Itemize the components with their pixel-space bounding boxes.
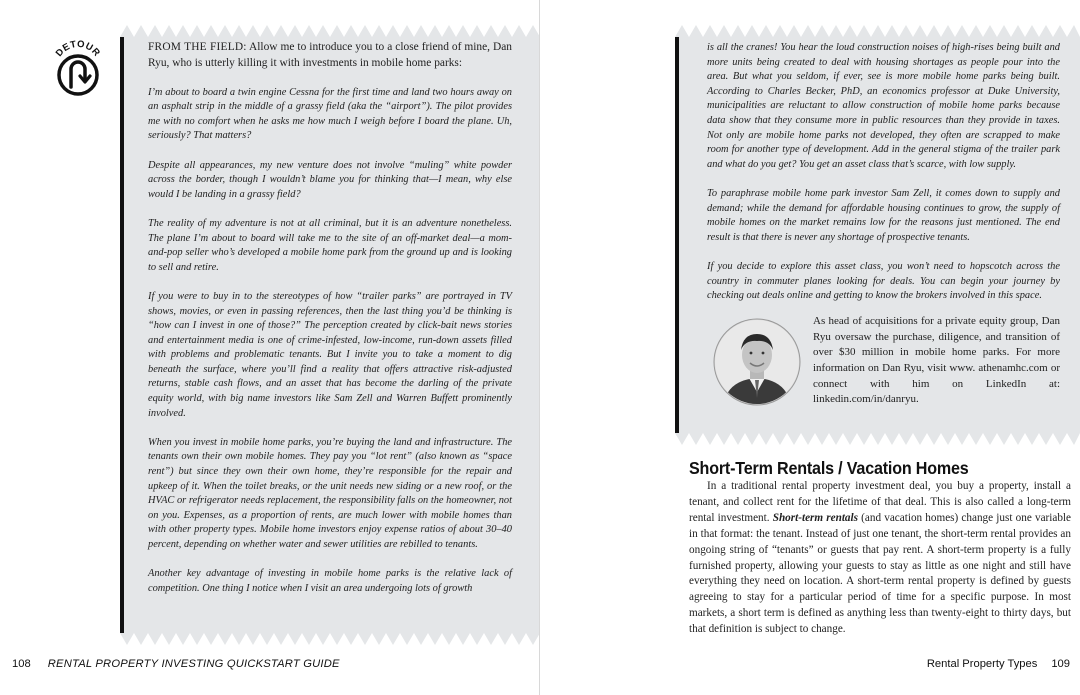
page-number: 109	[1051, 658, 1070, 670]
author-bio	[707, 314, 1060, 408]
right-page	[540, 0, 1080, 695]
section-heading: Short-Term Rentals / Vacation Homes	[689, 458, 969, 478]
detour-badge	[50, 38, 106, 98]
sidebar-top-zigzag	[120, 25, 540, 37]
sidebar-paragraph: If you decide to explore this asset class, you won’t need to hopscotch across the country in commuter planes looking for deals. You can begin your journey by checking out deals online and getting to know the brokers involved in this space.	[707, 260, 1060, 302]
sidebar-paragraph: is all the cranes! You hear the loud construction noises of high-rises being built and more units being created to deal with housing shortages as people pour into the area. But what you seldom, if ever, see is more mobile home parks being built. According to Charles Becker, PhD, an economics professor at Duke University, municipalities are reluctant to allow construction of mobile home parks because data show that they consume more in public resources than they provide in taxes. Not only are mobile home parks not developed, they often are scrapped to make room for another type of development. Add in the general stigma of the trailer park and what do you get? You get an asset class that’s scarce, with low supply.	[707, 42, 1060, 170]
sidebar-top-zigzag	[675, 25, 1080, 37]
author-bio-text: As head of acquisitions for a private equity group, Dan Ryu oversaw the purchase, diligence, and transition of over $30 million in mobile home parks. For more information on Dan Ryu, visit www. athenamhc.com or connect with him on LinkedIn at: linkedin.com/in/danryu.	[813, 315, 1060, 406]
body-text-part: In a traditional rental property investment deal, you buy a property, install a tenant, and collect rent for the lifetime of that deal. This is also called a long-term rental investment.	[689, 480, 1071, 524]
sidebar-bottom-zigzag	[675, 433, 1080, 445]
sidebar-continued	[675, 37, 1080, 433]
from-the-field-sidebar	[120, 37, 540, 633]
sidebar-paragraph: The reality of my adventure is not at all criminal, but it is an adventure nonetheless. The plane I’m about to board will take me to the site of an off-market deal—a mom-and-pop seller who’s developed a mobile home park from the ground up and is looking to sell and retire.	[148, 217, 512, 273]
detour-arrow-icon	[71, 62, 90, 87]
body-emphasis: Short-term rentals	[772, 511, 858, 524]
sidebar-paragraph: I’m about to board a twin engine Cessna for the first time and land two hours away on an asphalt strip in the middle of a grassy field (aka the “airport”). The pilot provides me with no comfort when he asks me how much I weigh before I board the plane. Uh, seriously? That matters?	[148, 86, 512, 142]
sidebar-paragraph: When you invest in mobile home parks, you’re buying the land and infrastructure. The tenants own their own mobile homes. They pay you “lot rent” (also known as “space rent”) but since they own their own home, they’re responsible for the repair and upkeep of it. When the toilet breaks, or the unit needs new siding or a new roof, or the HVAC or refrigerator needs replacement, the responsibility falls on the homeowner, not on you. Expenses, as a proportion of rents, are much lower with mobile homes than with other property types. Mobile home investors enjoy expense ratios of about 30–40 percent, depending on whether water and sewer utilities are rebilled to tenants.	[148, 436, 512, 550]
running-title: RENTAL PROPERTY INVESTING QUICKSTART GUIDE	[47, 658, 340, 670]
detour-label: DETOUR	[53, 38, 103, 59]
sidebar-paragraph: If you were to buy in to the stereotypes of how “trailer parks” are portrayed in TV shows, movies, or even in passing references, then the last thing you’d be thinking is “how can I invest in one of those?” The perception created by click-bait news stories and entertainment media is one of crime-infested, low-income, run-down assets filled with problems and problematic tenants. But I invite you to take a moment to dig beneath the surface, where you’ll find a reality that offers attractive risk-adjusted returns, stable cash flows, and an asset that has become the darling of the private equity world, with big name investors like Sam Zell and Warren Buffett prominently involved.	[148, 290, 512, 419]
body-paragraph	[689, 479, 1071, 638]
sidebar-lead	[148, 40, 512, 72]
body-text-part: (and vacation homes) change just one variable in that format: the tenant. Instead of just one tenant, the short-term rental provides an ongoing string of “tenants” or guests that pay rent. A short-term property is a fully furnished property, allowing your guests to stay as little as one night and still have everything they need on location. A short-term rental property is defined by guests agreeing to stay for a particular period of time for a specific purpose. In most markets, a short term is defined as anything less than twenty-eight to thirty days, but that definition is subject to change.	[689, 511, 1072, 636]
left-footer	[12, 658, 340, 670]
page-number: 108	[12, 658, 31, 670]
sidebar-lead-text: Allow me to introduce you to a close friend of mine, Dan Ryu, who is utterly killing it with investments in mobile home parks:	[148, 41, 512, 69]
sidebar-paragraph: Despite all appearances, my new venture does not involve “muling” white powder across the border, though I wouldn’t blame you for thinking that—I mean, why else would I be landing in a grassy field?	[148, 159, 512, 200]
sidebar-lead-label: FROM THE FIELD:	[148, 41, 247, 53]
sidebar-paragraph: Another key advantage of investing in mobile home parks is the relative lack of competition. One thing I notice when I visit an area undergoing lots of growth	[148, 568, 512, 594]
running-title: Rental Property Types	[926, 658, 1038, 670]
author-photo	[713, 318, 801, 406]
right-footer	[927, 658, 1070, 670]
sidebar-paragraph: To paraphrase mobile home park investor Sam Zell, it comes down to supply and demand; while the demand for affordable housing continues to grow, the supply of mobile homes on the market remains low for the reasons just mentioned. The end result is that there is never any shortage of prospective tenants.	[707, 187, 1060, 243]
sidebar-bottom-zigzag	[120, 633, 540, 645]
